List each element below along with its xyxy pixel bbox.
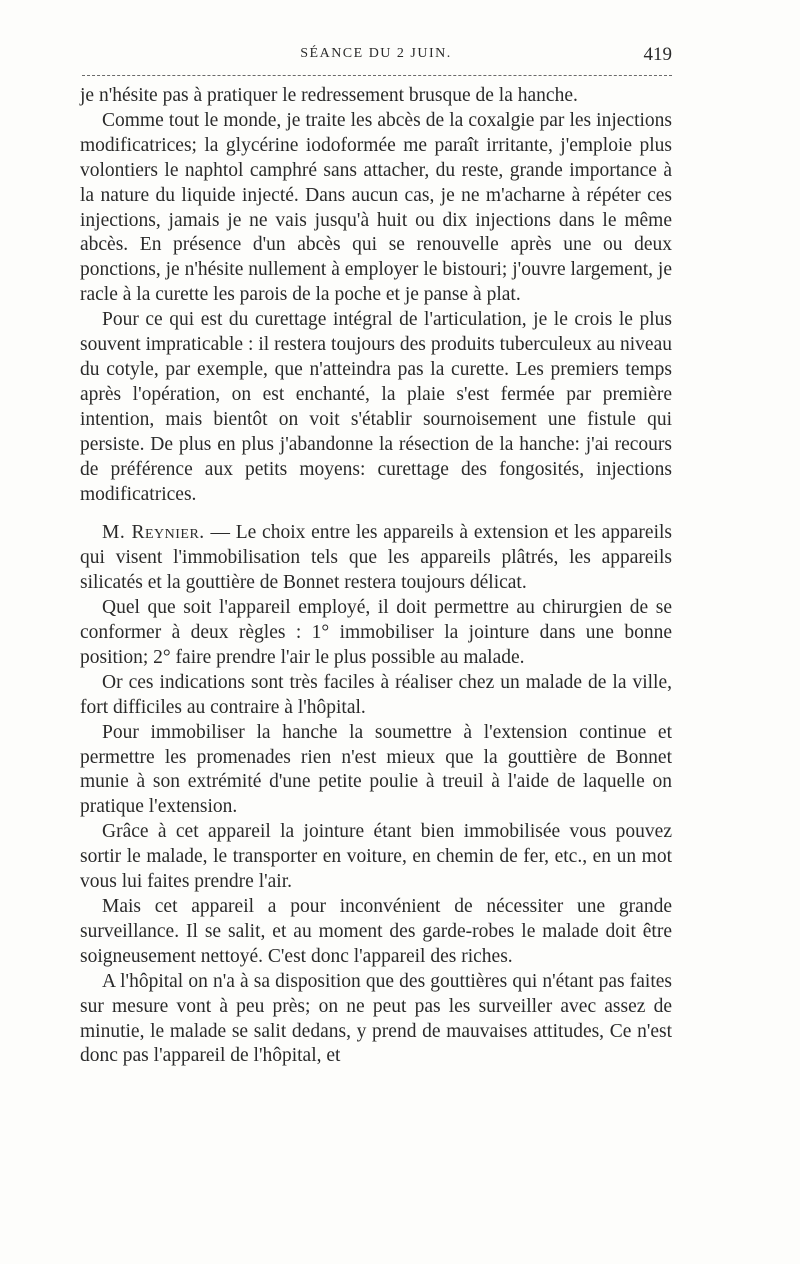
page-number: 419 — [643, 44, 672, 65]
paragraph: Or ces indications sont très faciles à réaliser chez un malade de la ville, fort difficiles au contraire à l'hôpital. — [80, 671, 672, 718]
speaker-paragraph — [80, 521, 672, 596]
paragraph: Quel que soit l'appareil employé, il doit permettre au chirurgien de se conformer à deux règles : 1° immobiliser la jointure dans une bonne position; 2° faire prendre l'air le plus possible au malade. — [80, 597, 672, 668]
paragraph: Grâce à cet appareil la jointure étant bien immobilisée vous pouvez sortir le malade, le transporter en voiture, en chemin de fer, etc., en un mot vous lui faites prendre l'air. — [80, 821, 672, 893]
speaker-name: M. Reynier. — [102, 522, 205, 544]
body-text — [80, 84, 672, 1069]
paragraph: Pour immobiliser la hanche la soumettre à l'extension continue et permettre les promenades rien n'est mieux que la gouttière de Bonnet munie à son extrémité d'une petite poulie à treuil à l'aide de laquelle on pratique l'extension. — [80, 721, 672, 818]
paragraph: Pour ce qui est du curettage intégral de l'articulation, je le crois le plus souvent impraticable : il restera toujours des produits tuberculeux au niveau du cotyle, par exemple, que n'atteindra pas la curette. Les premiers temps après l'opération, on est enchanté, la plaie s'est fermée par première intention, mais bientôt on voit s'établir sournoisement une fistule qui persiste. De plus en plus j'abandonne la résection de la hanche: j'ai recours de préférence aux petits moyens: curettage des fongosités, injections modificatrices. — [80, 309, 672, 505]
running-title: SÉANCE DU 2 JUIN. — [300, 46, 452, 61]
header-rule — [82, 75, 672, 76]
paragraph: Mais cet appareil a pour inconvénient de nécessiter une grande surveillance. Il se salit, et au moment des garde-robes le malade doit être soigneusement nettoyé. C'est donc l'appareil des riches. — [80, 896, 672, 967]
paragraph: je n'hésite pas à pratiquer le redressement brusque de la hanche. — [80, 85, 578, 106]
paragraph: A l'hôpital on n'a à sa disposition que des gouttières qui n'étant pas faites sur mesure vont à peu près; on ne peut pas les surveiller avec assez de minutie, le malade se salit dedans, y prend de mauvaises attitudes, Ce n'est donc pas l'appareil de l'hôpital, et — [80, 970, 672, 1067]
paragraph: Comme tout le monde, je traite les abcès de la coxalgie par les injections modificatrices; la glycérine iodoformée me paraît irritante, j'emploie plus volontiers le naphtol camphré sans attacher, du reste, grande importance à la nature du liquide injecté. Dans aucun cas, je ne m'acharne à répéter ces injections, jamais je ne vais jusqu'à huit ou dix injections dans le même abcès. En présence d'un abcès qui se renouvelle après une ou deux ponctions, je n'hésite nullement à employer le bistouri; j'ouvre largement, je racle à la curette les parois de la poche et je panse à plat. — [80, 109, 672, 306]
page-header — [80, 44, 672, 72]
speaker-text: — Le choix entre les appareils à extension et les appareils qui visent l'immobilisation tels que les appareils plâtrés, les appareils silicatés et la gouttière de Bonnet restera toujours délicat. — [80, 522, 672, 594]
